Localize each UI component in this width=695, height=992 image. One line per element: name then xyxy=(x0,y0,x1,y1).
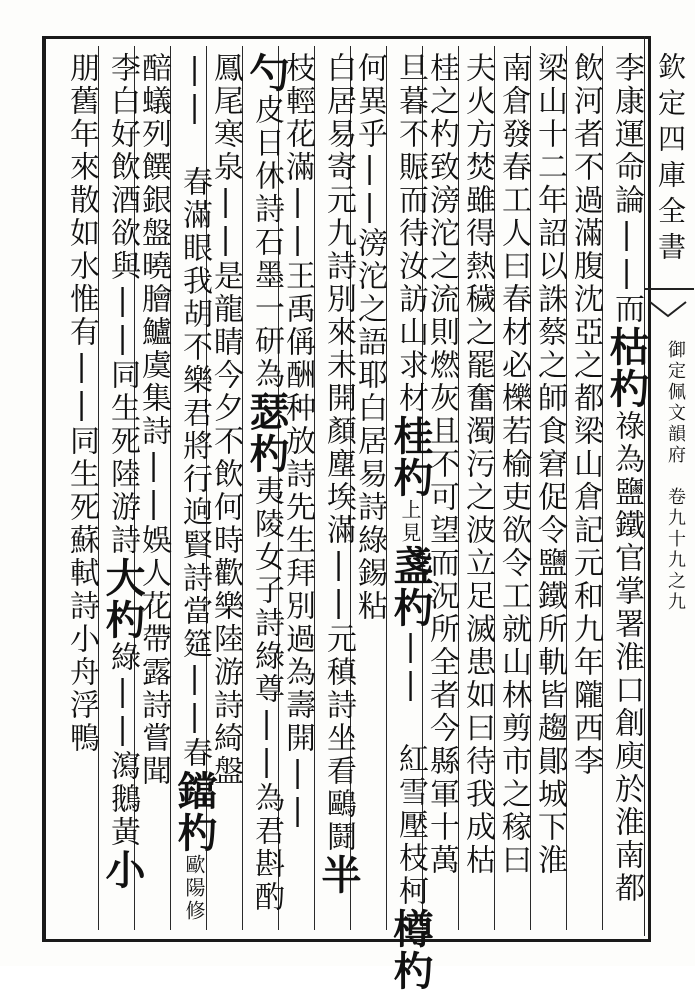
text-segment: 梁山十二年詔以誅蔡之師食窘促令鹽鐵所軌皆趨鄖城下淮 xyxy=(532,52,567,877)
text-column xyxy=(568,52,603,778)
text-column xyxy=(64,52,99,755)
text-column xyxy=(315,52,362,896)
text-segment: 醅蟻列饌銀盤曉膾鱸虞集詩||娛人花帶露 xyxy=(136,52,171,689)
fish-tail-mark-icon xyxy=(648,300,688,318)
text-segment: 鳳尾寒泉||是龍睛 xyxy=(208,52,243,359)
text-segment: 飲河者不過滿腹 xyxy=(568,52,603,283)
text-segment: 詩嘗聞 xyxy=(136,689,171,788)
text-column xyxy=(603,52,650,905)
text-segment: 蘇軾詩小舟浮鴨 xyxy=(64,524,99,755)
text-column xyxy=(387,52,434,992)
text-segment: 白居易寄元九詩別來未開顏塵埃滿||元稹詩坐看鷗鬪 xyxy=(321,52,356,854)
text-segment: 綠||瀉鵝黃 xyxy=(105,641,140,849)
text-column xyxy=(99,52,146,891)
text-column xyxy=(208,52,243,788)
text-segment: 沈亞之都梁山倉記元和九年隴西李 xyxy=(568,283,603,778)
headword: 盞杓 xyxy=(387,545,434,629)
headword: 樽杓 xyxy=(387,908,434,992)
text-segment: 朋舊年來散如水惟有||同生死 xyxy=(64,52,99,524)
text-column xyxy=(460,52,495,877)
headword: 枯杓 xyxy=(603,326,650,410)
text-segment: 枝輕花滿||王禹偁酬种放詩先生拜別過為壽開|| xyxy=(280,52,315,831)
headword: 大杓 xyxy=(99,557,146,641)
headword: 小 xyxy=(99,849,146,891)
text-segment: 桂之杓致滂沱之流則燃灰且不可望而況所全者今縣軍十萬 xyxy=(424,52,459,877)
text-segment: 何異乎||滂沱之語耶 xyxy=(352,52,387,392)
section-label: 御定佩文韻府 卷九十九之九 xyxy=(665,340,686,613)
text-segment: || 春滿眼我胡不樂君將行逈賢詩當筵||春 xyxy=(177,52,212,770)
text-segment: 今夕不飲何時歡樂陸游詩綺盤 xyxy=(208,359,243,788)
text-column xyxy=(496,52,531,877)
text-column xyxy=(532,52,567,877)
text-segment: 歐陽修 xyxy=(182,854,206,923)
text-segment: 李康運命論||而 xyxy=(609,52,644,326)
headword: 桂杓 xyxy=(387,415,434,499)
text-segment: 白居易詩綠錫粘 xyxy=(352,392,387,623)
text-column xyxy=(171,52,218,923)
text-segment: 夷陵女子詩綠尊||為君斟酌 xyxy=(249,475,284,914)
headword: 瑟杓 xyxy=(243,391,290,475)
text-segment: 祿為鹽鐵官掌署淮口創庾於淮南都 xyxy=(609,410,644,905)
text-segment: 南倉發春工人曰春材必櫟若榆吏欲令工就山林剪市之稼曰 xyxy=(496,52,531,877)
text-column xyxy=(243,52,290,914)
headword: 勺 xyxy=(243,52,290,94)
headword: 半 xyxy=(315,854,362,896)
text-segment: || 紅雪壓枝柯 xyxy=(393,629,428,908)
text-segment: 皮日休詩石墨一研為 xyxy=(249,94,284,391)
book-title: 欽定四庫全書 xyxy=(654,52,687,268)
text-segment: 李白好飲酒欲與||同生死陸游詩 xyxy=(105,52,140,557)
text-segment: 旦暮不賑而待汝訪山求材 xyxy=(393,52,428,415)
text-column xyxy=(352,52,387,623)
header-band-divider xyxy=(644,288,694,290)
headword: 鐺杓 xyxy=(171,770,218,854)
text-segment: 夫火方焚雖得熱穢之罷奮濁污之波立足滅患如曰待我成枯 xyxy=(460,52,495,877)
text-segment: 上見 xyxy=(398,499,422,545)
text-column xyxy=(136,52,171,788)
